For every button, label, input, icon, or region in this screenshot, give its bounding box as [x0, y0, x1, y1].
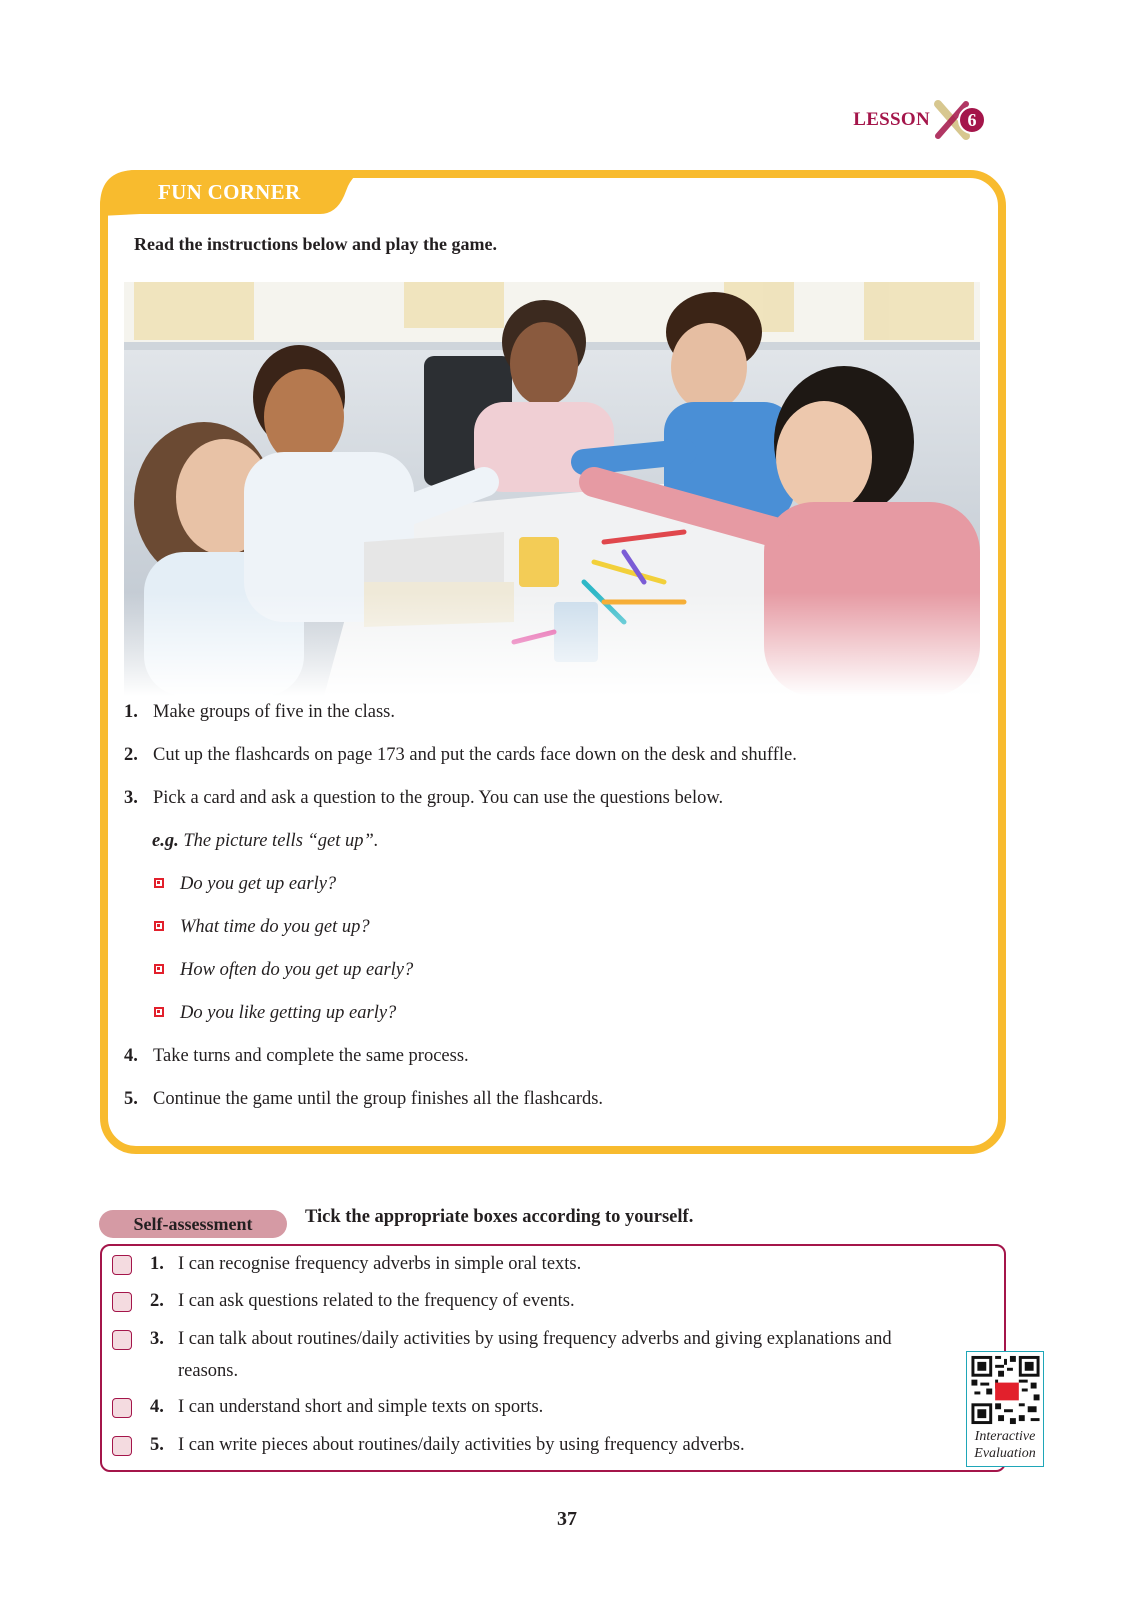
classroom-photo [124, 282, 980, 696]
question-item: What time do you get up? [154, 917, 370, 938]
tick-checkbox[interactable] [112, 1398, 132, 1418]
question-item: Do you get up early? [154, 874, 336, 895]
step-4: 4. Take turns and complete the same process. [124, 1046, 469, 1066]
self-assessment-tab: Self-assessment [99, 1210, 287, 1238]
fun-corner-tab [100, 170, 372, 216]
step-5: 5. Continue the game until the group finishes all the flashcards. [124, 1089, 604, 1109]
assessment-item: 5. I can write pieces about routines/daily activities by using frequency adverbs. [112, 1435, 745, 1456]
assessment-item: 4. I can understand short and simple texts on sports. [112, 1397, 543, 1418]
lesson-number: 6 [958, 106, 986, 134]
fun-corner-instruction: Read the instructions below and play the game. [134, 234, 498, 254]
assessment-item: 2. I can ask questions related to the frequency of events. [112, 1291, 575, 1312]
qr-code[interactable] [966, 1351, 1044, 1467]
qr-code-icon [968, 1353, 1043, 1427]
square-bullet-icon [154, 921, 164, 931]
square-bullet-icon [154, 1007, 164, 1017]
lesson-badge [853, 100, 986, 140]
question-item: Do you like getting up early? [154, 1003, 396, 1024]
square-bullet-icon [154, 964, 164, 974]
square-bullet-icon [154, 878, 164, 888]
step-3: 3. Pick a card and ask a question to the group. You can use the questions below. [124, 788, 724, 808]
tick-checkbox[interactable] [112, 1436, 132, 1456]
tick-checkbox[interactable] [112, 1255, 132, 1275]
step-2: 2. Cut up the flashcards on page 173 and put the cards face down on the desk and shuffle. [124, 745, 797, 765]
assessment-item-continuation: reasons. [178, 1361, 239, 1381]
lesson-label: LESSON [853, 109, 930, 130]
assessment-item: 1. I can recognise frequency adverbs in simple oral texts. [112, 1254, 581, 1275]
example-line [152, 831, 378, 852]
page-number: 37 [557, 1508, 577, 1530]
assessment-item: 3. I can talk about routines/daily activities by using frequency adverbs and giving explanations and [112, 1329, 892, 1350]
example-text: The picture tells “get up”. [178, 831, 379, 851]
qr-caption: Interactive Evaluation [974, 1429, 1036, 1461]
question-item: How often do you get up early? [154, 960, 413, 981]
fun-corner-title: FUN CORNER [158, 180, 301, 204]
tick-checkbox[interactable] [112, 1292, 132, 1312]
self-assessment-heading: Tick the appropriate boxes according to yourself. [305, 1207, 694, 1227]
example-prefix: e.g. [152, 831, 179, 851]
lesson-cross-icon [932, 100, 986, 140]
tick-checkbox[interactable] [112, 1330, 132, 1350]
step-1: 1. Make groups of five in the class. [124, 702, 395, 722]
